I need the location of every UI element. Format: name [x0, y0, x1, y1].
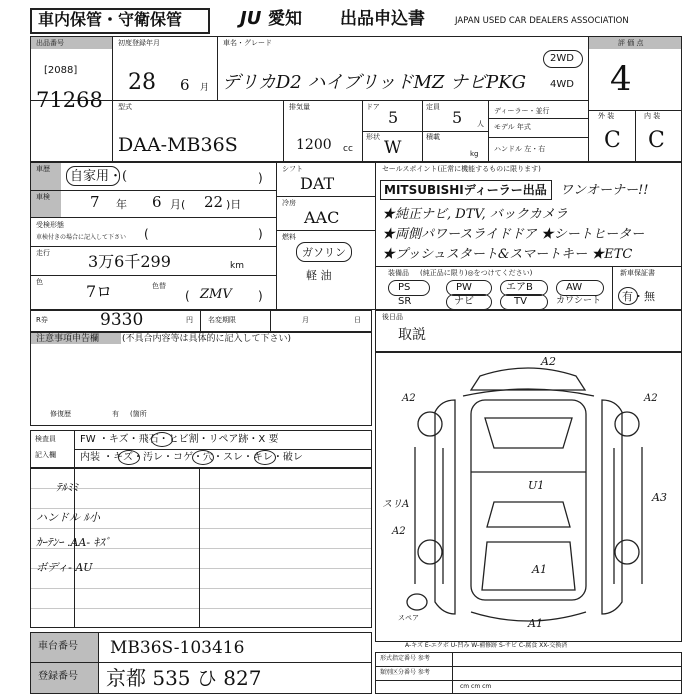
- inspection-label: 車検: [36, 193, 50, 201]
- seats-unit: 人: [477, 120, 484, 128]
- seats-label: 定員: [426, 103, 440, 111]
- fuel-label: 燃料: [282, 233, 296, 241]
- load-unit: kg: [470, 150, 479, 158]
- drive-4wd: 4WD: [550, 79, 574, 90]
- displacement-label: 排気量: [289, 103, 310, 111]
- ac-value: AAC: [304, 208, 340, 227]
- one-owner: ワンオーナー!!: [560, 183, 649, 198]
- mark-front-right: A2: [644, 393, 658, 404]
- recycle-label: R券: [36, 316, 48, 324]
- equip-leather: カワシート: [556, 296, 602, 306]
- form-title: 出品申込書: [340, 9, 425, 29]
- storage-stamp-text: 車内保管・守衛保管: [38, 10, 183, 29]
- history-label: 車歴: [36, 165, 50, 173]
- fuel-diesel: 軽 油: [306, 269, 332, 282]
- dealer-label: ディーラー・並行: [494, 107, 550, 115]
- receive-label: 受検形態: [36, 221, 64, 229]
- km-unit: km: [230, 261, 244, 271]
- shape-label: 形状: [366, 133, 380, 141]
- interior-grade: C: [648, 128, 665, 153]
- plate-number: 京都 535 ひ 827: [106, 666, 262, 690]
- score-label: 評 価 点: [618, 39, 644, 47]
- point-1: ★純正ナビ, DTV, バックカメラ: [382, 207, 568, 222]
- doors-value: 5: [388, 108, 399, 127]
- lot-label: 出品番号: [36, 39, 64, 47]
- load-label: 積載: [426, 133, 440, 141]
- reg-month: 6: [180, 76, 190, 94]
- chassis-number: MB36S-103416: [110, 638, 245, 658]
- lot-sub: [2088]: [44, 65, 78, 76]
- plate-label: 登録番号: [38, 671, 78, 682]
- car-diagram: [375, 352, 682, 642]
- mark-roof-panel: A1: [532, 563, 547, 576]
- car-name-label: 車名・グレード: [223, 39, 272, 47]
- legend-class-no: 類別区分番号 参考: [380, 669, 430, 676]
- inspector-note-1: ﾃﾙﾐﾐ: [56, 481, 78, 494]
- org-name: 愛知: [268, 9, 302, 29]
- history-close: ): [258, 171, 263, 185]
- inspection-year-unit: 年: [116, 198, 127, 211]
- point-3: ★プッシュスタート&スマートキー ★ETC: [382, 247, 633, 262]
- point-2: ★両側パワースライドドア ★シートヒーター: [382, 227, 645, 242]
- mileage-label: 走行: [36, 249, 50, 257]
- drive-2wd: 2WD: [550, 53, 574, 64]
- equipment-note: (純正品に限り)◎をつけてください): [420, 269, 533, 277]
- mark-left-lower: A2: [392, 526, 406, 537]
- equip-ps: PS: [398, 282, 411, 293]
- equip-navi: ナビ: [454, 296, 474, 307]
- name-change-label: 名変期限: [208, 316, 236, 324]
- recycle-fee: 9330: [100, 310, 144, 330]
- notes-label: 注意事項申告欄: [36, 334, 100, 344]
- mark-front-left: A2: [402, 393, 416, 404]
- equip-airbag: エアB: [506, 282, 533, 293]
- fw-row: FW ・キズ・飛石・ヒビ割・リペア跡・X 要: [80, 434, 279, 445]
- mark-roof: A2: [541, 355, 556, 368]
- mark-hood: U1: [528, 479, 545, 492]
- warranty-label: 新車保証書: [620, 269, 655, 277]
- mark-right-side: A3: [652, 491, 667, 504]
- color-label: 色: [36, 278, 43, 286]
- sales-points-label: セールスポイント(正常に機能するものに限ります): [382, 165, 541, 173]
- dealer-text: MITSUBISHIディーラー出品: [384, 183, 547, 197]
- model-value: DAA-MB36S: [118, 134, 238, 156]
- equip-aw: AW: [566, 282, 583, 293]
- after-items-label: 後日品: [382, 313, 403, 321]
- model-year-label: モデル 年式: [494, 123, 531, 131]
- steering-label: ハンドル 左・右: [494, 145, 546, 153]
- history-value: 自家用・(: [70, 169, 128, 184]
- day-unit: 日: [354, 316, 361, 324]
- auction-sheet: 車内保管・守衛保管 JU 愛知 出品申込書 JAPAN USED CAR DEALERS ASSOCIATION 出品番号 [2088] 71268 初度登録年月 28 6 月 車名・グレード デリカD2 ハイブリッドMZ ナビPKG 2WD 4WD 評 価 点 4 型式 DAA-MB36S 排気量 1200 cc ドア 5 定員 5 人 形状 W 積載 kg ディーラー・並行 モデル 年式 ハンドル 左・右 外 装 内 装 C C 車歴 自家用・( ) 車検 7 年 6 月( 22 )日 受検形態 車検付きの場合に記入して下さい ( ) 走行 3万6千299 km 色 7ロ 色替 ZMV ( ) シフト DAT 冷房 AAC 燃料 ガソリン 軽 油 セールスポイント(正常に機能するものに限ります) MITSUBISHIディーラー出品 ワンオーナー!! ★純正ナビ, DTV, バックカメラ ★両側パワースライドドア ★シートヒーター ★プッシュスタート&スマートキー ★ETC 装備品 (純正品に限り)◎をつけてください) 新車保証書 有・無 PS PW エアB AW SR ナビ TV カワシート R券 9330 円 名変期限 月 日 後日品 取説 注意事項申告欄 (不具合内容等は具体的に記入して下さい) 修復歴 有 (箇所 検査員 記入欄 FW ・キズ・飛石・ヒビ割・リペア跡・X 要 内装 ・キズ・汚レ・コゲ・穴・スレ・キレ・破レ ﾃﾙﾐﾐ ハンドル ﾙ小 ｶｰﾃﾝｰ .AA- ｷｽﾞ ボディ- AU A2 A2 A2 A3 スリA A2 U1 A1 A1 スペア A-キズ E-エクボ U-凹み W-補修跡 S-サビ C-腐食 XX-交換済 形式指定番号 参考 類別区分番号 参考 cm cm cm 車台番号 MB36S-103416 登録番号 京都 535 ひ 827: [0, 0, 700, 700]
- damage-legend: A-キズ E-エクボ U-凹み W-補修跡 S-サビ C-腐食 XX-交換済: [405, 642, 568, 649]
- color-value: 7ロ: [86, 282, 113, 301]
- equip-tv: TV: [514, 296, 527, 307]
- ju-logo: JU: [240, 8, 262, 29]
- mark-left-side: スリA: [382, 499, 410, 510]
- exterior-grade: C: [604, 128, 621, 153]
- mileage-value: 3万6千299: [88, 252, 171, 271]
- fuel-value: ガソリン: [302, 246, 346, 259]
- doors-label: ドア: [366, 103, 380, 111]
- interior-label: 内 装: [644, 112, 661, 120]
- notes-sub: (不具合内容等は具体的に記入して下さい): [122, 334, 292, 344]
- cc-unit: cc: [343, 144, 353, 154]
- inspector-label: 検査員: [35, 435, 56, 443]
- reg-month-unit: 月: [200, 83, 210, 93]
- color-code: ZMV: [200, 287, 232, 302]
- repair-spot: (箇所: [130, 410, 147, 418]
- inspector-note-2: ハンドル ﾙ小: [36, 511, 100, 524]
- score-value: 4: [610, 59, 632, 99]
- equipment-label: 装備品: [388, 269, 409, 277]
- interior-row: 内装 ・キズ・汚レ・コゲ・穴・スレ・キレ・破レ: [80, 452, 303, 463]
- yen-unit: 円: [186, 316, 193, 324]
- equip-sr: SR: [398, 296, 412, 307]
- chassis-label: 車台番号: [38, 641, 78, 652]
- month-unit: 月: [302, 316, 309, 324]
- shift-label: シフト: [282, 165, 303, 173]
- car-name: デリカD2 ハイブリッドMZ ナビPKG: [222, 72, 527, 93]
- repair-value: 有: [112, 410, 119, 418]
- legend-dims: cm cm cm: [460, 683, 492, 690]
- color-change-label: 色替: [152, 282, 166, 290]
- lot-number: 71268: [36, 88, 103, 112]
- mark-rear: A1: [528, 617, 543, 630]
- association-name: JAPAN USED CAR DEALERS ASSOCIATION: [455, 16, 629, 26]
- seats-value: 5: [452, 108, 463, 127]
- inspection-month-unit: 月(: [170, 198, 186, 211]
- inspector-label-2: 記入欄: [35, 451, 56, 459]
- inspection-day-unit: )日: [226, 198, 242, 211]
- shift-value: DAT: [300, 174, 335, 193]
- repair-label: 修復歴: [50, 410, 71, 418]
- inspection-month: 6: [152, 193, 162, 211]
- displacement-value: 1200: [296, 137, 332, 153]
- receive-sub: 車検付きの場合に記入して下さい: [36, 234, 127, 241]
- reg-year: 28: [128, 70, 156, 95]
- spare-label: スペア: [398, 614, 419, 622]
- exterior-label: 外 装: [598, 112, 615, 120]
- inspection-day: 22: [204, 193, 224, 211]
- after-items-value: 取説: [398, 327, 426, 343]
- equip-pw: PW: [456, 282, 472, 293]
- warranty-value: 有・無: [622, 290, 655, 303]
- shape-value: W: [384, 138, 402, 158]
- inspection-year: 7: [90, 193, 100, 211]
- legend-form-no: 形式指定番号 参考: [380, 655, 430, 662]
- reg-year-label: 初度登録年月: [118, 39, 160, 47]
- inspector-note-4: ボディ- AU: [36, 561, 93, 574]
- inspector-note-3: ｶｰﾃﾝｰ .AA- ｷｽﾞ: [36, 536, 111, 549]
- ac-label: 冷房: [282, 199, 296, 207]
- model-label: 型式: [118, 103, 132, 111]
